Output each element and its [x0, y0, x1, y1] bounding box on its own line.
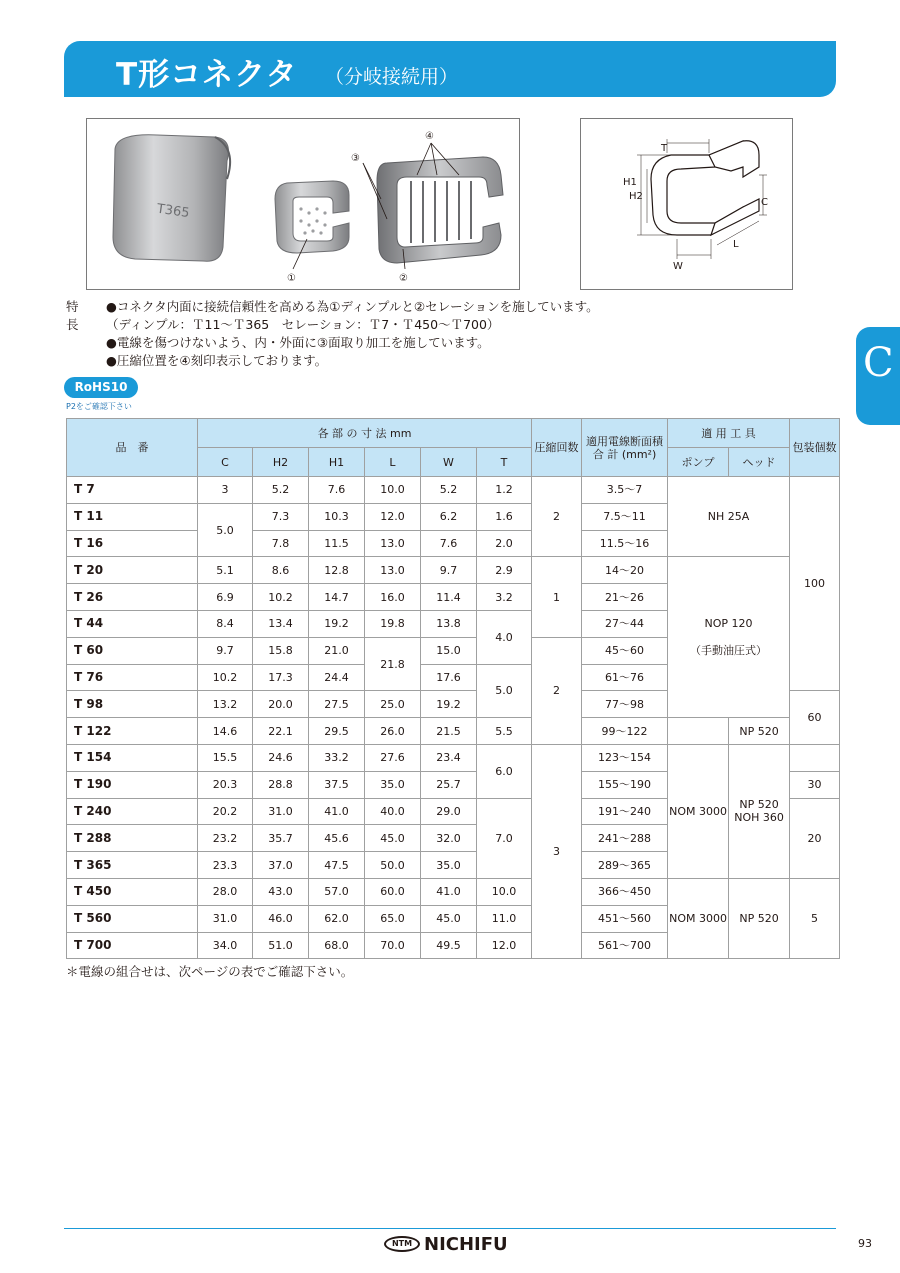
cell-model: T 26	[67, 584, 198, 611]
cell-c: 5.1	[198, 557, 253, 584]
table-row	[67, 557, 840, 584]
tool-nop120: NOP 120	[704, 617, 753, 631]
product-photo	[86, 118, 520, 290]
diagram-label-w: W	[673, 261, 683, 272]
cell-area: 366〜450	[582, 878, 668, 905]
cell-h1: 68.0	[309, 932, 365, 959]
table-row	[67, 477, 840, 504]
header-dim-c: C	[198, 448, 253, 477]
cell-h2: 46.0	[253, 905, 309, 932]
cell-h1: 37.5	[309, 771, 365, 798]
header-model: 品 番	[67, 419, 198, 477]
cell-package: 30	[790, 771, 840, 798]
cell-h2: 24.6	[253, 744, 309, 771]
cell-l: 45.0	[365, 825, 421, 852]
cell-c: 5.0	[198, 503, 253, 557]
cell-area: 99〜122	[582, 718, 668, 745]
header-dim-t: T	[477, 448, 532, 477]
diagram-label-c: C	[761, 197, 768, 208]
cell-model: T 288	[67, 825, 198, 852]
cell-t: 7.0	[477, 798, 532, 878]
cell-c: 31.0	[198, 905, 253, 932]
cell-c: 3	[198, 477, 253, 504]
cell-w: 17.6	[421, 664, 477, 691]
cell-h1: 27.5	[309, 691, 365, 718]
cell-h2: 28.8	[253, 771, 309, 798]
header-compress-count: 圧縮回数	[532, 419, 582, 477]
cell-package: 60	[790, 691, 840, 745]
cell-l: 27.6	[365, 744, 421, 771]
cell-model: T 7	[67, 477, 198, 504]
cell-c: 9.7	[198, 637, 253, 664]
cell-w: 9.7	[421, 557, 477, 584]
feature-line: ●電線を傷つけないよう、内・外面に③面取り加工を施しています。	[106, 335, 490, 350]
cell-compress: 1	[532, 557, 582, 637]
cell-l: 25.0	[365, 691, 421, 718]
cell-area: 451〜560	[582, 905, 668, 932]
logo-mark: NTM	[384, 1236, 420, 1252]
cell-h1: 21.0	[309, 637, 365, 664]
cell-h2: 35.7	[253, 825, 309, 852]
cell-t: 1.2	[477, 477, 532, 504]
cell-model: T 560	[67, 905, 198, 932]
cell-model: T 16	[67, 530, 198, 557]
cell-area: 77〜98	[582, 691, 668, 718]
cell-area: 191〜240	[582, 798, 668, 825]
diagram-label-h1: H1	[623, 177, 637, 188]
cell-w: 25.7	[421, 771, 477, 798]
cell-tool	[668, 557, 790, 718]
cell-h1: 11.5	[309, 530, 365, 557]
cell-h2: 8.6	[253, 557, 309, 584]
cell-area: 155〜190	[582, 771, 668, 798]
cell-t: 4.0	[477, 610, 532, 664]
cell-w: 35.0	[421, 852, 477, 879]
cell-c: 23.2	[198, 825, 253, 852]
cell-h2: 22.1	[253, 718, 309, 745]
cell-compress: 3	[532, 744, 582, 958]
cell-l: 70.0	[365, 932, 421, 959]
cell-pump-blank	[668, 718, 729, 745]
header-dim-h2: H2	[253, 448, 309, 477]
cell-l: 35.0	[365, 771, 421, 798]
cell-w: 6.2	[421, 503, 477, 530]
cell-t: 5.0	[477, 664, 532, 718]
header-dim-h1: H1	[309, 448, 365, 477]
cell-c: 23.3	[198, 852, 253, 879]
cell-l: 60.0	[365, 878, 421, 905]
cell-h2: 31.0	[253, 798, 309, 825]
cell-w: 23.4	[421, 744, 477, 771]
cell-w: 11.4	[421, 584, 477, 611]
page-number: 93	[858, 1237, 872, 1250]
cell-h1: 33.2	[309, 744, 365, 771]
callout-1: ①	[287, 273, 296, 284]
table-row	[67, 878, 840, 905]
cell-c: 20.3	[198, 771, 253, 798]
cell-w: 32.0	[421, 825, 477, 852]
cell-h2: 5.2	[253, 477, 309, 504]
cell-h1: 24.4	[309, 664, 365, 691]
header-dim-w: W	[421, 448, 477, 477]
cell-c: 28.0	[198, 878, 253, 905]
cell-l: 19.8	[365, 610, 421, 637]
cell-area: 3.5〜7	[582, 477, 668, 504]
cell-c: 34.0	[198, 932, 253, 959]
cell-t: 2.9	[477, 557, 532, 584]
cell-h1: 29.5	[309, 718, 365, 745]
table-row	[67, 744, 840, 771]
cell-c: 14.6	[198, 718, 253, 745]
cell-tool: NH 25A	[668, 477, 790, 557]
cell-h2: 7.8	[253, 530, 309, 557]
cell-model: T 190	[67, 771, 198, 798]
cell-w: 29.0	[421, 798, 477, 825]
cell-l: 10.0	[365, 477, 421, 504]
cell-h1: 57.0	[309, 878, 365, 905]
cell-t: 3.2	[477, 584, 532, 611]
cell-l: 50.0	[365, 852, 421, 879]
diagram-label-h2: H2	[629, 191, 643, 202]
header-dim-l: L	[365, 448, 421, 477]
cell-package: 100	[790, 477, 840, 691]
cell-area: 21〜26	[582, 584, 668, 611]
cell-model: T 20	[67, 557, 198, 584]
cell-model: T 122	[67, 718, 198, 745]
cell-head: NP 520	[729, 718, 790, 745]
header-package: 包装個数	[790, 419, 840, 477]
head-np520: NP 520	[739, 798, 779, 812]
cell-h2: 15.8	[253, 637, 309, 664]
cell-pump: NOM 3000	[668, 878, 729, 958]
page-subtitle: （分岐接続用）	[325, 66, 459, 88]
feature-line: ●コネクタ内面に接続信頼性を高める為①ディンプルと②セレーションを施しています。	[106, 299, 599, 314]
cell-h1: 19.2	[309, 610, 365, 637]
cell-l: 12.0	[365, 503, 421, 530]
cell-h2: 20.0	[253, 691, 309, 718]
cell-compress: 2	[532, 477, 582, 557]
cell-t: 6.0	[477, 744, 532, 798]
cell-model: T 76	[67, 664, 198, 691]
company-logo	[384, 1234, 508, 1254]
cell-w: 7.6	[421, 530, 477, 557]
cell-compress: 2	[532, 637, 582, 744]
cell-h2: 13.4	[253, 610, 309, 637]
cell-l: 26.0	[365, 718, 421, 745]
cell-model: T 450	[67, 878, 198, 905]
header-pump: ポンプ	[668, 448, 729, 477]
footer-divider	[64, 1228, 836, 1229]
cell-c: 13.2	[198, 691, 253, 718]
cell-package-blank	[790, 744, 840, 771]
cell-area: 61〜76	[582, 664, 668, 691]
cell-l: 21.8	[365, 637, 421, 691]
cell-h1: 62.0	[309, 905, 365, 932]
cell-model: T 365	[67, 852, 198, 879]
cell-area: 7.5〜11	[582, 503, 668, 530]
diagram-label-l: L	[733, 239, 739, 250]
cell-area: 11.5〜16	[582, 530, 668, 557]
feature-line: ●圧縮位置を④刻印表示しております。	[106, 353, 328, 368]
cell-w: 15.0	[421, 637, 477, 664]
cell-c: 20.2	[198, 798, 253, 825]
cell-h2: 37.0	[253, 852, 309, 879]
logo-text: NICHIFU	[424, 1233, 508, 1255]
cell-head	[729, 744, 790, 878]
cell-l: 40.0	[365, 798, 421, 825]
features-label: 特長	[66, 299, 79, 332]
cell-l: 65.0	[365, 905, 421, 932]
cell-h1: 7.6	[309, 477, 365, 504]
cell-c: 15.5	[198, 744, 253, 771]
cell-model: T 60	[67, 637, 198, 664]
cell-c: 6.9	[198, 584, 253, 611]
cell-t: 2.0	[477, 530, 532, 557]
cell-h1: 41.0	[309, 798, 365, 825]
cell-area: 123〜154	[582, 744, 668, 771]
cell-w: 5.2	[421, 477, 477, 504]
cell-h2: 43.0	[253, 878, 309, 905]
cell-h1: 10.3	[309, 503, 365, 530]
cell-w: 13.8	[421, 610, 477, 637]
footnote: ＊電線の組合せは、次ページの表でご確認下さい。	[66, 964, 354, 979]
cell-l: 13.0	[365, 530, 421, 557]
cell-h2: 7.3	[253, 503, 309, 530]
cell-model: T 240	[67, 798, 198, 825]
cell-w: 41.0	[421, 878, 477, 905]
cell-head: NP 520	[729, 878, 790, 958]
header-tools: 適 用 工 具	[668, 419, 790, 448]
cell-area: 14〜20	[582, 557, 668, 584]
dimension-diagram	[580, 118, 793, 290]
rohs-badge: RoHS10	[64, 377, 138, 398]
cell-h1: 47.5	[309, 852, 365, 879]
cell-package: 20	[790, 798, 840, 878]
cell-c: 8.4	[198, 610, 253, 637]
cell-t: 11.0	[477, 905, 532, 932]
cell-t: 5.5	[477, 718, 532, 745]
table-row	[67, 718, 840, 745]
cell-h2: 17.3	[253, 664, 309, 691]
cell-area: 561〜700	[582, 932, 668, 959]
cell-t: 1.6	[477, 503, 532, 530]
stamp-text: T365	[155, 201, 191, 222]
cell-c: 10.2	[198, 664, 253, 691]
section-tab-label: C	[863, 340, 894, 386]
cell-h1: 14.7	[309, 584, 365, 611]
callout-2: ②	[399, 273, 408, 284]
cell-area: 45〜60	[582, 637, 668, 664]
cell-l: 13.0	[365, 557, 421, 584]
feature-line: （ディンプル：Ｔ11〜Ｔ365 セレーション：Ｔ7・Ｔ450〜Ｔ700）	[106, 317, 500, 332]
cell-w: 45.0	[421, 905, 477, 932]
header-wire-area-line2: 合 計 (mm²)	[592, 447, 657, 461]
cell-t: 12.0	[477, 932, 532, 959]
cell-h1: 45.6	[309, 825, 365, 852]
tool-nop120-type: （手動油圧式）	[690, 644, 768, 658]
cell-pump: NOM 3000	[668, 744, 729, 878]
cell-model: T 11	[67, 503, 198, 530]
dimension-diagram-drawing	[581, 119, 792, 289]
cell-w: 49.5	[421, 932, 477, 959]
cell-model: T 154	[67, 744, 198, 771]
connector-photo-illustration	[87, 119, 519, 289]
cell-t: 10.0	[477, 878, 532, 905]
header-dimensions: 各 部 の 寸 法 mm	[198, 419, 532, 448]
rohs-note[interactable]: P2をご確認下さい	[66, 402, 132, 411]
header-head: ヘッド	[729, 448, 790, 477]
cell-l: 16.0	[365, 584, 421, 611]
head-noh360: NOH 360	[734, 811, 784, 825]
cell-w: 21.5	[421, 718, 477, 745]
cell-model: T 44	[67, 610, 198, 637]
cell-h2: 51.0	[253, 932, 309, 959]
cell-area: 241〜288	[582, 825, 668, 852]
cell-package: 5	[790, 878, 840, 958]
cell-model: T 98	[67, 691, 198, 718]
cell-h2: 10.2	[253, 584, 309, 611]
cell-area: 289〜365	[582, 852, 668, 879]
spec-table	[66, 418, 840, 959]
cell-area: 27〜44	[582, 610, 668, 637]
diagram-label-t: T	[661, 143, 668, 154]
cell-w: 19.2	[421, 691, 477, 718]
header-wire-area	[582, 419, 668, 477]
cell-model: T 700	[67, 932, 198, 959]
callout-4: ④	[425, 131, 434, 142]
cell-h1: 12.8	[309, 557, 365, 584]
callout-3: ③	[351, 153, 360, 164]
page-title: T形コネクタ	[116, 57, 298, 93]
header-wire-area-line1: 適用電線断面積	[586, 434, 664, 448]
